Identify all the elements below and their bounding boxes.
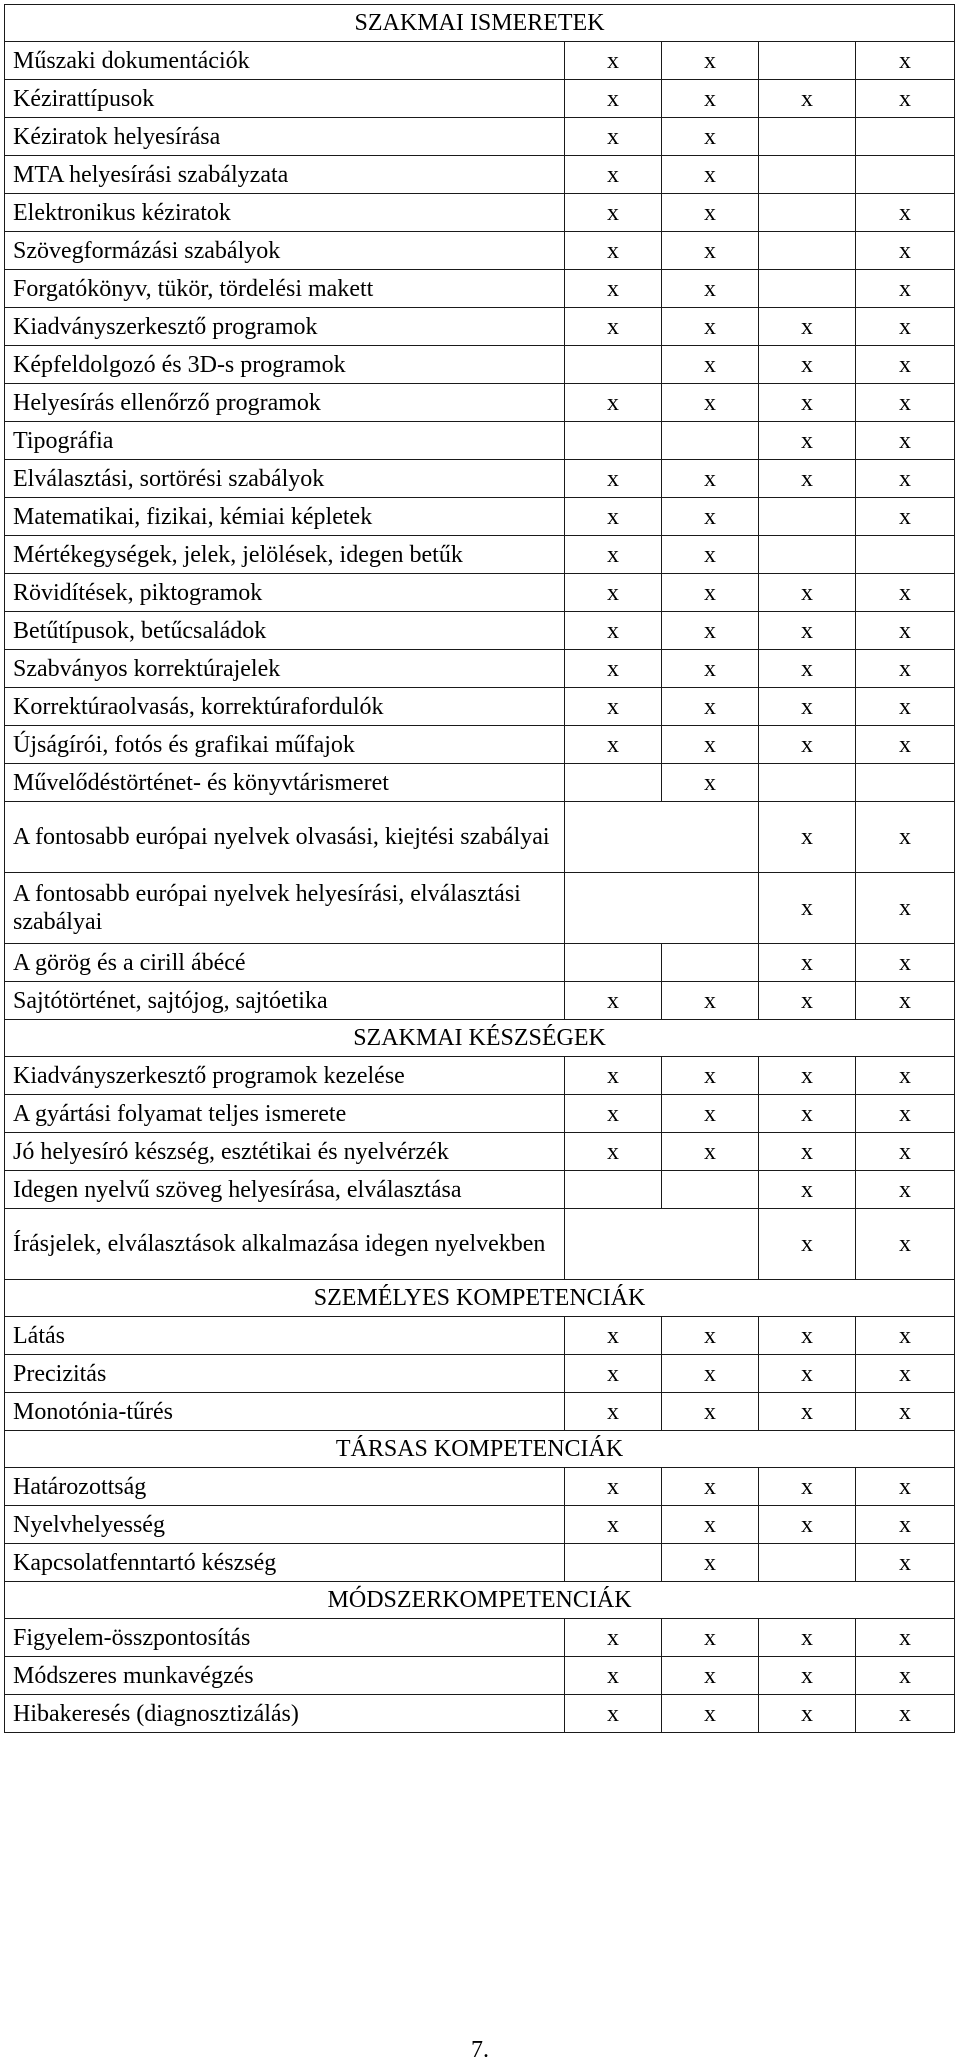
mark-cell: x (662, 42, 759, 80)
row-label: Idegen nyelvű szöveg helyesírása, elválasztása (5, 1171, 565, 1209)
table-row (5, 764, 955, 802)
mark-cell: x (856, 944, 955, 982)
table-row (5, 688, 955, 726)
mark-cell: x (565, 1506, 662, 1544)
mark-cell: x (662, 650, 759, 688)
section-header-row (5, 1582, 955, 1619)
row-label: Helyesírás ellenőrző programok (5, 384, 565, 422)
mark-cell: x (565, 194, 662, 232)
mark-cell (565, 944, 662, 982)
mark-cell: x (759, 726, 856, 764)
mark-cell: x (856, 873, 955, 944)
table-row (5, 1171, 955, 1209)
section-title: SZAKMAI ISMERETEK (5, 5, 955, 42)
mark-cell (759, 536, 856, 574)
mark-cell: x (856, 1057, 955, 1095)
merged-mark-cell (565, 802, 759, 873)
row-label: Tipográfia (5, 422, 565, 460)
row-label: Figyelem-összpontosítás (5, 1619, 565, 1657)
mark-cell (759, 270, 856, 308)
mark-cell: x (856, 688, 955, 726)
row-label: Monotónia-tűrés (5, 1393, 565, 1431)
mark-cell: x (565, 80, 662, 118)
table-row (5, 1544, 955, 1582)
mark-cell (856, 118, 955, 156)
mark-cell: x (662, 194, 759, 232)
mark-cell: x (856, 1095, 955, 1133)
section-title: MÓDSZERKOMPETENCIÁK (5, 1582, 955, 1619)
mark-cell: x (856, 460, 955, 498)
mark-cell: x (565, 1057, 662, 1095)
row-label: Precizitás (5, 1355, 565, 1393)
table-row (5, 1695, 955, 1733)
mark-cell: x (565, 1317, 662, 1355)
mark-cell: x (856, 1468, 955, 1506)
row-label: Művelődéstörténet- és könyvtárismeret (5, 764, 565, 802)
mark-cell: x (856, 1506, 955, 1544)
mark-cell: x (662, 982, 759, 1020)
mark-cell: x (759, 346, 856, 384)
document-page (4, 4, 956, 1733)
table-row (5, 194, 955, 232)
mark-cell: x (662, 308, 759, 346)
mark-cell: x (662, 498, 759, 536)
mark-cell: x (759, 80, 856, 118)
table-row (5, 1133, 955, 1171)
mark-cell (565, 1544, 662, 1582)
mark-cell: x (856, 982, 955, 1020)
mark-cell: x (565, 1355, 662, 1393)
mark-cell: x (662, 1095, 759, 1133)
row-label: Szabványos korrektúrajelek (5, 650, 565, 688)
table-row (5, 1468, 955, 1506)
mark-cell: x (856, 422, 955, 460)
mark-cell: x (662, 1619, 759, 1657)
mark-cell (759, 232, 856, 270)
table-row (5, 1506, 955, 1544)
mark-cell: x (759, 944, 856, 982)
mark-cell: x (759, 873, 856, 944)
mark-cell: x (662, 156, 759, 194)
competency-table (4, 4, 955, 1733)
section-title: SZAKMAI KÉSZSÉGEK (5, 1020, 955, 1057)
mark-cell: x (856, 574, 955, 612)
mark-cell: x (759, 1468, 856, 1506)
row-label: Korrektúraolvasás, korrektúrafordulók (5, 688, 565, 726)
mark-cell: x (759, 1355, 856, 1393)
mark-cell: x (565, 688, 662, 726)
table-row (5, 1619, 955, 1657)
row-label: Nyelvhelyesség (5, 1506, 565, 1544)
mark-cell (759, 118, 856, 156)
mark-cell (759, 194, 856, 232)
mark-cell: x (662, 1317, 759, 1355)
mark-cell: x (856, 726, 955, 764)
mark-cell: x (759, 1133, 856, 1171)
mark-cell: x (856, 80, 955, 118)
mark-cell: x (856, 1393, 955, 1431)
mark-cell: x (565, 1657, 662, 1695)
mark-cell: x (856, 308, 955, 346)
row-label: Elektronikus kéziratok (5, 194, 565, 232)
table-row (5, 944, 955, 982)
row-label: Hibakeresés (diagnosztizálás) (5, 1695, 565, 1733)
section-header-row (5, 1431, 955, 1468)
mark-cell: x (662, 270, 759, 308)
row-label: Szövegformázási szabályok (5, 232, 565, 270)
mark-cell: x (662, 1544, 759, 1582)
mark-cell (565, 1171, 662, 1209)
mark-cell: x (856, 1657, 955, 1695)
mark-cell: x (856, 1171, 955, 1209)
section-header-row (5, 5, 955, 42)
section-header-row (5, 1280, 955, 1317)
mark-cell: x (565, 308, 662, 346)
row-label: Határozottság (5, 1468, 565, 1506)
mark-cell (565, 764, 662, 802)
mark-cell: x (662, 1468, 759, 1506)
table-row (5, 1095, 955, 1133)
mark-cell (662, 422, 759, 460)
row-label: Módszeres munkavégzés (5, 1657, 565, 1695)
table-row (5, 873, 955, 944)
mark-cell: x (662, 536, 759, 574)
mark-cell: x (565, 726, 662, 764)
mark-cell: x (856, 650, 955, 688)
mark-cell: x (759, 1619, 856, 1657)
mark-cell (759, 498, 856, 536)
mark-cell: x (565, 42, 662, 80)
mark-cell (759, 42, 856, 80)
mark-cell: x (565, 232, 662, 270)
mark-cell: x (759, 1171, 856, 1209)
row-label: Kapcsolatfenntartó készség (5, 1544, 565, 1582)
mark-cell: x (565, 1393, 662, 1431)
mark-cell: x (759, 1095, 856, 1133)
table-row (5, 612, 955, 650)
table-row (5, 1355, 955, 1393)
table-row (5, 460, 955, 498)
mark-cell: x (759, 1209, 856, 1280)
mark-cell: x (662, 1057, 759, 1095)
mark-cell: x (662, 1695, 759, 1733)
mark-cell: x (759, 1057, 856, 1095)
row-label: MTA helyesírási szabályzata (5, 156, 565, 194)
row-label: Kiadványszerkesztő programok (5, 308, 565, 346)
mark-cell: x (565, 384, 662, 422)
table-row (5, 422, 955, 460)
mark-cell: x (759, 308, 856, 346)
mark-cell: x (759, 460, 856, 498)
mark-cell: x (565, 1468, 662, 1506)
mark-cell: x (662, 726, 759, 764)
mark-cell: x (856, 1317, 955, 1355)
mark-cell: x (856, 802, 955, 873)
table-row (5, 536, 955, 574)
section-title: SZEMÉLYES KOMPETENCIÁK (5, 1280, 955, 1317)
mark-cell: x (565, 1095, 662, 1133)
mark-cell (856, 156, 955, 194)
mark-cell: x (565, 270, 662, 308)
mark-cell: x (759, 650, 856, 688)
mark-cell: x (662, 764, 759, 802)
mark-cell: x (759, 574, 856, 612)
mark-cell: x (662, 232, 759, 270)
mark-cell: x (759, 422, 856, 460)
table-row (5, 232, 955, 270)
mark-cell (759, 764, 856, 802)
row-label: A fontosabb európai nyelvek olvasási, kiejtési szabályai (5, 802, 565, 873)
mark-cell: x (856, 270, 955, 308)
row-label: Kézirattípusok (5, 80, 565, 118)
mark-cell: x (856, 346, 955, 384)
mark-cell: x (662, 612, 759, 650)
mark-cell: x (565, 118, 662, 156)
row-label: Műszaki dokumentációk (5, 42, 565, 80)
row-label: Rövidítések, piktogramok (5, 574, 565, 612)
mark-cell (662, 1171, 759, 1209)
mark-cell: x (662, 118, 759, 156)
mark-cell: x (856, 1355, 955, 1393)
row-label: Forgatókönyv, tükör, tördelési makett (5, 270, 565, 308)
mark-cell: x (662, 1657, 759, 1695)
row-label: Kiadványszerkesztő programok kezelése (5, 1057, 565, 1095)
mark-cell: x (662, 1506, 759, 1544)
mark-cell: x (565, 1133, 662, 1171)
mark-cell: x (856, 1619, 955, 1657)
mark-cell (856, 764, 955, 802)
mark-cell: x (565, 650, 662, 688)
mark-cell: x (662, 460, 759, 498)
row-label: Jó helyesíró készség, esztétikai és nyelvérzék (5, 1133, 565, 1171)
table-row (5, 80, 955, 118)
mark-cell: x (565, 982, 662, 1020)
mark-cell: x (759, 1317, 856, 1355)
row-label: Betűtípusok, betűcsaládok (5, 612, 565, 650)
merged-mark-cell (565, 1209, 759, 1280)
mark-cell: x (759, 982, 856, 1020)
row-label: Írásjelek, elválasztások alkalmazása idegen nyelvekben (5, 1209, 565, 1280)
mark-cell: x (662, 1355, 759, 1393)
row-label: A gyártási folyamat teljes ismerete (5, 1095, 565, 1133)
mark-cell: x (565, 1619, 662, 1657)
mark-cell: x (565, 612, 662, 650)
row-label: Újságírói, fotós és grafikai műfajok (5, 726, 565, 764)
mark-cell (759, 1544, 856, 1582)
section-header-row (5, 1020, 955, 1057)
row-label: Látás (5, 1317, 565, 1355)
table-row (5, 726, 955, 764)
mark-cell: x (565, 156, 662, 194)
mark-cell: x (662, 574, 759, 612)
mark-cell: x (759, 1657, 856, 1695)
mark-cell: x (662, 1133, 759, 1171)
table-row (5, 1393, 955, 1431)
row-label: Matematikai, fizikai, kémiai képletek (5, 498, 565, 536)
table-row (5, 1657, 955, 1695)
mark-cell: x (856, 42, 955, 80)
table-row (5, 1317, 955, 1355)
mark-cell: x (856, 194, 955, 232)
table-row (5, 308, 955, 346)
table-row (5, 156, 955, 194)
mark-cell: x (856, 232, 955, 270)
table-row (5, 42, 955, 80)
mark-cell: x (856, 384, 955, 422)
row-label: Elválasztási, sortörési szabályok (5, 460, 565, 498)
mark-cell (662, 944, 759, 982)
mark-cell: x (662, 384, 759, 422)
row-label: A görög és a cirill ábécé (5, 944, 565, 982)
row-label: Képfeldolgozó és 3D-s programok (5, 346, 565, 384)
mark-cell: x (856, 1133, 955, 1171)
table-row (5, 270, 955, 308)
table-row (5, 982, 955, 1020)
mark-cell: x (662, 688, 759, 726)
mark-cell: x (759, 612, 856, 650)
mark-cell: x (856, 1695, 955, 1733)
mark-cell: x (856, 498, 955, 536)
mark-cell (565, 346, 662, 384)
table-row (5, 118, 955, 156)
table-row (5, 1209, 955, 1280)
table-row (5, 384, 955, 422)
mark-cell: x (565, 460, 662, 498)
row-label: Mértékegységek, jelek, jelölések, idegen betűk (5, 536, 565, 574)
mark-cell: x (856, 1209, 955, 1280)
row-label: Sajtótörténet, sajtójog, sajtóetika (5, 982, 565, 1020)
row-label: A fontosabb európai nyelvek helyesírási, elválasztási szabályai (5, 873, 565, 944)
mark-cell (759, 156, 856, 194)
table-row (5, 1057, 955, 1095)
mark-cell (565, 422, 662, 460)
table-row (5, 346, 955, 384)
mark-cell: x (759, 688, 856, 726)
mark-cell: x (565, 574, 662, 612)
mark-cell: x (759, 1506, 856, 1544)
table-row (5, 802, 955, 873)
mark-cell: x (759, 802, 856, 873)
mark-cell: x (759, 384, 856, 422)
mark-cell (856, 536, 955, 574)
competency-table-body (5, 5, 955, 1733)
mark-cell: x (565, 536, 662, 574)
mark-cell: x (759, 1393, 856, 1431)
mark-cell: x (662, 346, 759, 384)
row-label: Kéziratok helyesírása (5, 118, 565, 156)
mark-cell: x (565, 498, 662, 536)
mark-cell: x (662, 1393, 759, 1431)
merged-mark-cell (565, 873, 759, 944)
mark-cell: x (856, 612, 955, 650)
section-title: TÁRSAS KOMPETENCIÁK (5, 1431, 955, 1468)
mark-cell: x (662, 80, 759, 118)
table-row (5, 574, 955, 612)
mark-cell: x (759, 1695, 856, 1733)
mark-cell: x (565, 1695, 662, 1733)
table-row (5, 498, 955, 536)
table-row (5, 650, 955, 688)
page-number: 7. (471, 2037, 489, 2063)
mark-cell: x (856, 1544, 955, 1582)
